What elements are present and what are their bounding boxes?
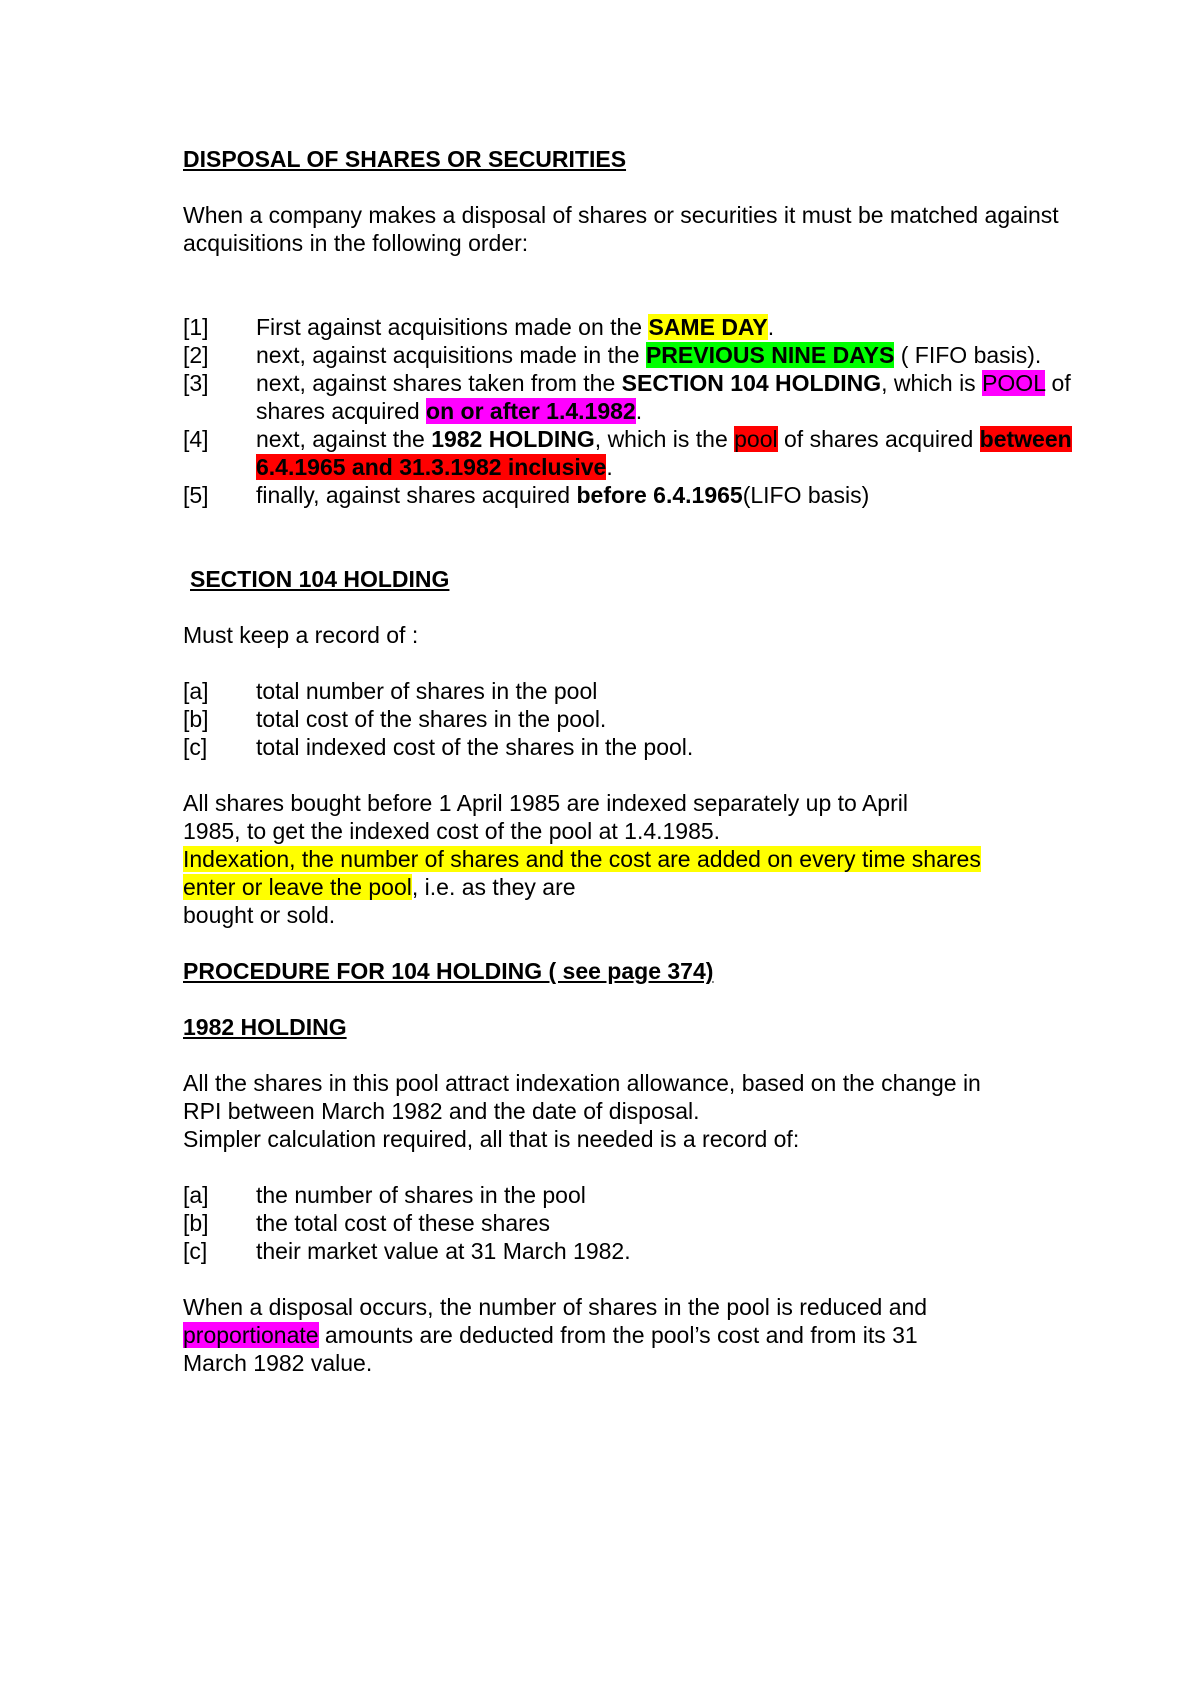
holding-1982-record-list [183,1181,1083,1265]
text-run: next, against acquisitions made in the [256,342,646,368]
text-run: , i.e. as they are [411,874,576,900]
matching-rules-list [183,313,1083,509]
list-item [183,1209,1083,1237]
list-item-number: [1] [183,314,209,340]
highlight-between-dates: between 6.4.1965 and 31.3.1982 inclusive [256,426,1072,480]
page-title: DISPOSAL OF SHARES OR SECURITIES [183,146,627,172]
list-item-text [256,425,1083,481]
highlight-pool: pool [734,426,778,452]
text-run: When a disposal occurs, the number of shares in the pool is reduced and [183,1294,928,1320]
highlight-previous-nine-days: PREVIOUS NINE DAYS [645,342,895,368]
highlight-same-day: SAME DAY [648,314,768,340]
list-item-number: [3] [183,370,209,396]
list-item-number: [b] [183,706,209,732]
list-item [183,677,1083,705]
text-run: finally, against shares acquired [256,482,577,508]
list-item-text: total number of shares in the pool [256,678,598,704]
list-item [183,369,1083,425]
record-intro: Must keep a record of : [183,622,419,648]
section-104-heading: SECTION 104 HOLDING [190,566,450,592]
highlight-proportionate: proportionate [183,1322,319,1348]
list-item-text: the total cost of these shares [256,1210,551,1236]
list-item-number: [c] [183,1238,208,1264]
list-item [183,341,1083,369]
text-run: next, against shares taken from the [256,370,622,396]
bold-1982-holding: 1982 HOLDING [431,426,595,452]
list-item-number: [a] [183,678,209,704]
disposal-paragraph [183,1293,983,1377]
list-item-text [256,313,1083,341]
list-item [183,705,1083,733]
text-run: . [767,314,775,340]
text-run: First against acquisitions made on the [256,314,649,340]
highlight-on-or-after: on or after 1.4.1982 [426,398,636,424]
text-run: , which is the [594,426,735,452]
text-run: (LIFO basis) [742,482,870,508]
text-run: amounts are deducted from the pool’s cost and from its 31 March 1982 value. [183,1322,918,1376]
list-item-number: [c] [183,734,208,760]
list-item [183,313,1083,341]
list-item-text: total indexed cost of the shares in the pool. [256,734,694,760]
list-item [183,481,1083,509]
list-item-number: [a] [183,1182,209,1208]
list-item-text [256,341,1083,369]
text-run: of shares acquired [256,370,1071,424]
holding-1982-heading: 1982 HOLDING [183,1014,347,1040]
indexation-paragraph: All shares bought before 1 April 1985 are indexed separately up to April 1985, to get the indexed cost of the pool at 1.4.1985. [183,790,908,844]
highlight-pool: POOL [982,370,1046,396]
list-item [183,425,1083,481]
list-item-text [256,369,1083,425]
procedure-heading: PROCEDURE FOR 104 HOLDING ( see page 374) [183,958,714,984]
list-item-text: the number of shares in the pool [256,1182,586,1208]
indexation-note [183,845,983,901]
highlight-indexation: Indexation, the number of shares and the cost are added on every time [183,846,912,872]
text-run: ( FIFO basis). [894,342,1042,368]
text-run: next, against the [256,426,432,452]
list-item-number: [4] [183,426,209,452]
section-104-record-list [183,677,1083,761]
intro-paragraph: When a company makes a disposal of shares or securities it must be matched against acquisitions in the following order: [183,202,1059,256]
text-run: of shares acquired [777,426,980,452]
list-item [183,1237,1083,1265]
list-item [183,733,1083,761]
text-run: , which is [881,370,983,396]
holding-1982-record-intro: Simpler calculation required, all that is needed is a record of: [183,1126,800,1152]
highlight-enter-leave: shares enter or leave the pool [183,846,981,900]
list-item-text: total cost of the shares in the pool. [256,706,607,732]
list-item-number: [2] [183,342,209,368]
holding-1982-paragraph: All the shares in this pool attract indexation allowance, based on the change in RPI between March 1982 and the date of disposal. [183,1070,981,1124]
list-item-text [256,481,1083,509]
list-item-number: [5] [183,482,209,508]
text-run: . [635,398,643,424]
indexation-note-end: bought or sold. [183,902,336,928]
list-item-number: [b] [183,1210,209,1236]
list-item [183,1181,1083,1209]
text-run: . [606,454,613,480]
bold-section-104: SECTION 104 HOLDING [621,370,882,396]
bold-before-date: before 6.4.1965 [576,482,743,508]
list-item-text: their market value at 31 March 1982. [256,1238,631,1264]
document-page [183,145,1083,1377]
